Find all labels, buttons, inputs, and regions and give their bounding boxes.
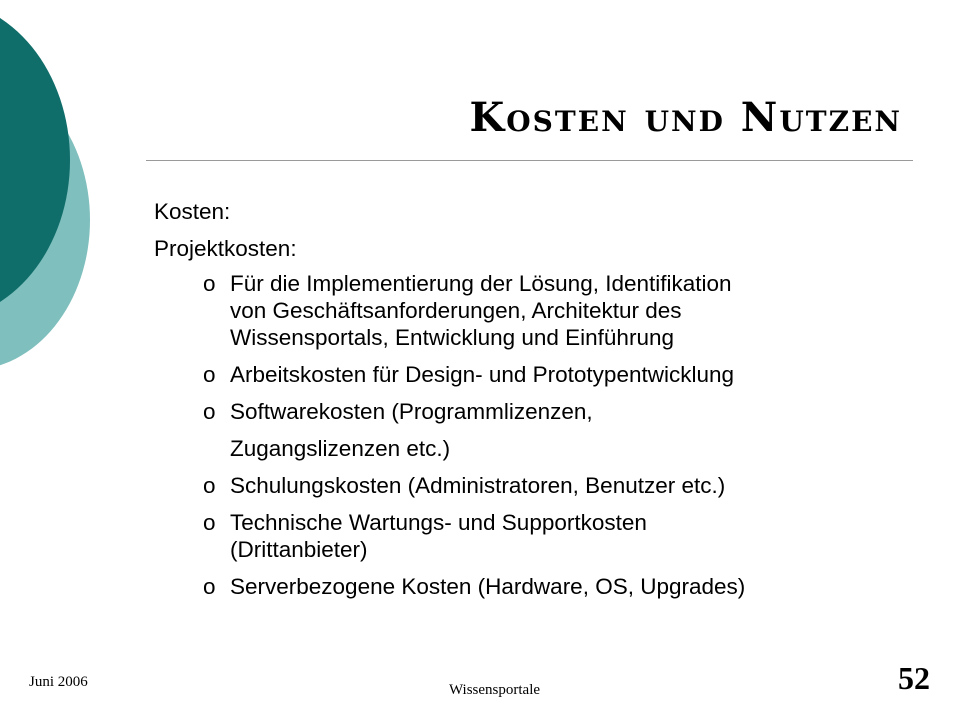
bullet-text: Softwarekosten (Programmlizenzen, xyxy=(230,399,593,424)
bullet-mark: o xyxy=(203,473,216,498)
bullet-item xyxy=(154,472,914,499)
bullet-item xyxy=(154,361,914,388)
bullet-item xyxy=(154,270,914,351)
bullet-item xyxy=(154,398,914,425)
slide-title: Kosten und Nutzen xyxy=(469,94,902,141)
bullet-text-line: Für die Implementierung der Lösung, Identifikation xyxy=(230,271,732,296)
bullet-item xyxy=(154,573,914,600)
bullet-mark: o xyxy=(203,510,216,535)
page-number: 52 xyxy=(898,660,930,696)
section-label: Kosten: xyxy=(154,199,231,224)
bullet-mark: o xyxy=(203,271,216,296)
bullet-text: Arbeitskosten für Design- und Prototypentwicklung xyxy=(230,362,735,387)
bullet-text-line: von Geschäftsanforderungen, Architektur des xyxy=(230,298,682,323)
bullet-text: Schulungskosten (Administratoren, Benutzer etc.) xyxy=(230,473,726,498)
bullet-text-line: (Drittanbieter) xyxy=(230,537,368,562)
bullet-text-line: Technische Wartungs- und Supportkosten xyxy=(230,510,647,535)
subsection-label: Projektkosten: xyxy=(154,236,297,261)
bullet-list xyxy=(154,270,914,600)
bullet-continuation: Zugangslizenzen etc.) xyxy=(230,436,451,461)
title-divider xyxy=(146,160,913,161)
bullet-item xyxy=(154,509,914,563)
bullet-mark: o xyxy=(203,362,216,387)
footer-title: Wissensportale xyxy=(449,682,541,698)
footer-date: Juni 2006 xyxy=(29,674,88,690)
bullet-mark: o xyxy=(203,574,216,599)
bullet-text-line: Wissensportals, Entwicklung und Einführung xyxy=(230,325,674,350)
bullet-mark: o xyxy=(203,399,216,424)
slide-content xyxy=(154,198,914,610)
bullet-text: Serverbezogene Kosten (Hardware, OS, Upgrades) xyxy=(230,574,746,599)
